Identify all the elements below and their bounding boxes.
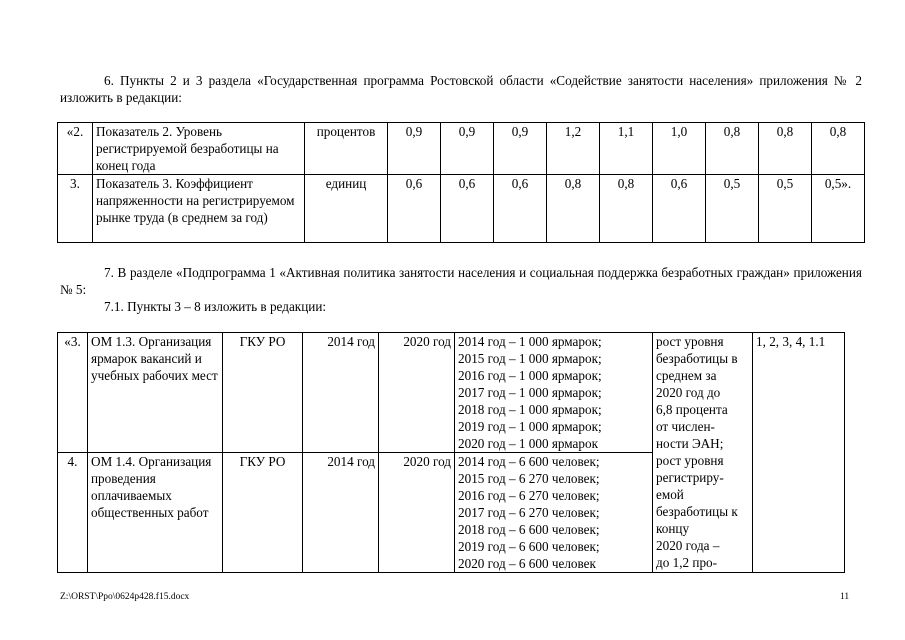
value-cell: 0,6 bbox=[494, 175, 547, 243]
consequence-line: емой bbox=[656, 487, 684, 502]
paragraph-7: 7. В разделе «Подпрограмма 1 «Активная политика занятости населения и социальная поддержка безработных граждан» приложения № 5: bbox=[60, 265, 862, 297]
consequence-line: ности ЭАН; bbox=[656, 436, 724, 451]
value-cell: 0,8 bbox=[547, 175, 600, 243]
result-line: 2017 год – 6 270 человек; bbox=[458, 505, 600, 520]
value-cell: 0,8 bbox=[759, 123, 812, 175]
consequence-line: регистриру- bbox=[656, 470, 724, 485]
result-line: 2014 год – 1 000 ярмарок; bbox=[458, 334, 602, 349]
file-path: Z:\ORST\Ppo\0624p428.f15.docx bbox=[60, 592, 190, 602]
paragraph-6: 6. Пункты 2 и 3 раздела «Государственная программа Ростовской области «Содействие занятости населения» приложения № 2 изложить в редакции: bbox=[60, 73, 862, 105]
consequence-line: рост уровня bbox=[656, 453, 724, 468]
consequence-line: 6,8 процента bbox=[656, 402, 728, 417]
value-cell: 0,5 bbox=[706, 175, 759, 243]
indicator-name: Показатель 2. Уровень регистрируемой безработицы на конец года bbox=[93, 123, 305, 175]
end-year-cell: 2020 год bbox=[379, 333, 455, 453]
value-cell: 0,6 bbox=[388, 175, 441, 243]
indicator-name: Показатель 3. Коэффициент напряженности на регистрируемом рынке труда (в среднем за год) bbox=[93, 175, 305, 243]
value-cell: 0,9 bbox=[494, 123, 547, 175]
executor-cell: ГКУ РО bbox=[223, 333, 303, 453]
consequence-line: 2020 год до bbox=[656, 385, 721, 400]
row-number: «2. bbox=[58, 123, 93, 175]
value-cell: 0,5». bbox=[812, 175, 865, 243]
result-line: 2017 год – 1 000 ярмарок; bbox=[458, 385, 602, 400]
result-line: 2020 год – 1 000 ярмарок bbox=[458, 436, 598, 451]
value-cell: 1,2 bbox=[547, 123, 600, 175]
value-cell: 0,5 bbox=[759, 175, 812, 243]
row-number: 4. bbox=[58, 453, 88, 573]
measure-name: ОМ 1.3. Организация ярмарок вакансий и учебных рабочих мест bbox=[88, 333, 223, 453]
consequence-line: рост уровня bbox=[656, 334, 724, 349]
result-line: 2019 год – 1 000 ярмарок; bbox=[458, 419, 602, 434]
value-cell: 0,9 bbox=[441, 123, 494, 175]
result-line: 2015 год – 6 270 человек; bbox=[458, 471, 600, 486]
result-line: 2020 год – 6 600 человек bbox=[458, 556, 596, 571]
result-line: 2018 год – 6 600 человек; bbox=[458, 522, 600, 537]
paragraph-7-1: 7.1. Пункты 3 – 8 изложить в редакции: bbox=[104, 299, 327, 314]
measures-table bbox=[57, 332, 845, 573]
page-number: 11 bbox=[840, 592, 850, 602]
value-cell: 0,8 bbox=[600, 175, 653, 243]
value-cell: 0,6 bbox=[653, 175, 706, 243]
value-cell: 1,0 bbox=[653, 123, 706, 175]
value-cell: 0,8 bbox=[706, 123, 759, 175]
consequence-line: от числен- bbox=[656, 419, 715, 434]
value-cell: 0,9 bbox=[388, 123, 441, 175]
row-number: 3. bbox=[58, 175, 93, 243]
unit-cell: единиц bbox=[305, 175, 388, 243]
value-cell: 1,1 bbox=[600, 123, 653, 175]
consequence-line: до 1,2 про- bbox=[656, 555, 718, 570]
measure-name: ОМ 1.4. Организация проведения оплачиваемых общественных работ bbox=[88, 453, 223, 573]
results-cell bbox=[455, 453, 653, 573]
executor-cell: ГКУ РО bbox=[223, 453, 303, 573]
result-line: 2016 год – 1 000 ярмарок; bbox=[458, 368, 602, 383]
result-line: 2014 год – 6 600 человек; bbox=[458, 454, 600, 469]
start-year-cell: 2014 год bbox=[303, 333, 379, 453]
value-cell: 0,8 bbox=[812, 123, 865, 175]
consequence-line: 2020 года – bbox=[656, 538, 720, 553]
links-cell: 1, 2, 3, 4, 1.1 bbox=[753, 333, 845, 573]
start-year-cell: 2014 год bbox=[303, 453, 379, 573]
indicators-table bbox=[57, 122, 865, 243]
consequence-line: концу bbox=[656, 521, 690, 536]
results-cell bbox=[455, 333, 653, 453]
unit-cell: процентов bbox=[305, 123, 388, 175]
row-number: «3. bbox=[58, 333, 88, 453]
table-row bbox=[58, 333, 845, 453]
table-row bbox=[58, 175, 865, 243]
result-line: 2019 год – 6 600 человек; bbox=[458, 539, 600, 554]
consequence-line: безработицы к bbox=[656, 504, 738, 519]
consequences-cell bbox=[653, 333, 753, 573]
value-cell: 0,6 bbox=[441, 175, 494, 243]
result-line: 2015 год – 1 000 ярмарок; bbox=[458, 351, 602, 366]
result-line: 2016 год – 6 270 человек; bbox=[458, 488, 600, 503]
end-year-cell: 2020 год bbox=[379, 453, 455, 573]
result-line: 2018 год – 1 000 ярмарок; bbox=[458, 402, 602, 417]
consequence-line: безработицы в bbox=[656, 351, 738, 366]
consequence-line: среднем за bbox=[656, 368, 717, 383]
table-row bbox=[58, 123, 865, 175]
